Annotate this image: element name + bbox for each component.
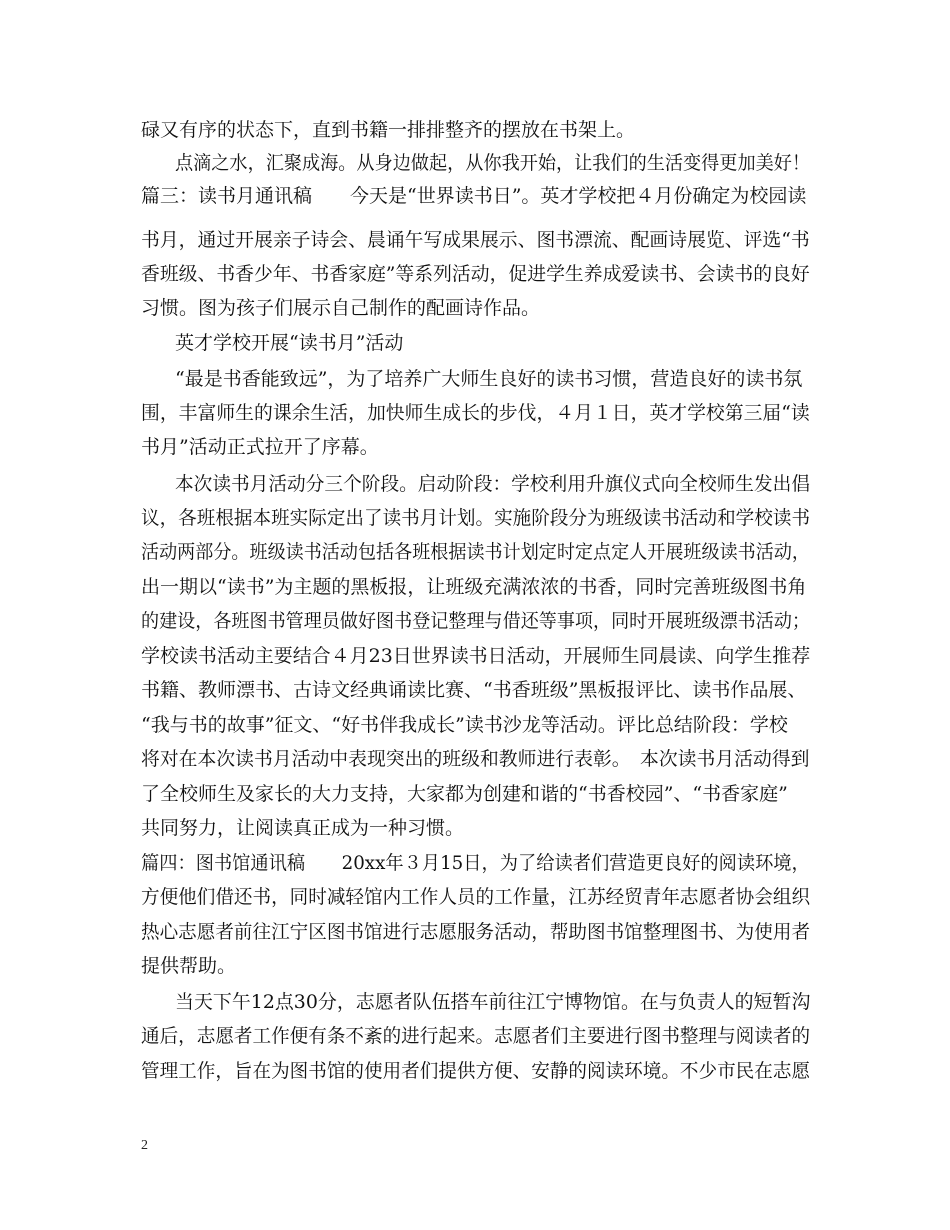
text-line: 热心志愿者前往江宁区图书馆进行志愿服务活动，帮助图书馆整理图书、为使用者 — [141, 921, 811, 943]
text-line: 围，丰富师生的课余生活，加快师生成长的步伐，４月１日，英才学校第三届“读 — [141, 402, 810, 424]
text-line: 共同努力，让阅读真正成为一种习惯。 — [141, 817, 465, 839]
text-line: 通后，志愿者工作便有条不紊的进行起来。志愿者们主要进行图书整理与阅读者的 — [141, 1025, 811, 1047]
text-line: 当天下午12点30分，志愿者队伍搭车前往江宁博物馆。在与负责人的短暂沟 — [175, 991, 811, 1013]
text-line: 碌又有序的状态下，直到书籍一排排整齐的摆放在书架上。 — [141, 119, 636, 141]
text-line: 篇三：读书月通讯稿 今天是“世界读书日”。英才学校把４月份确定为校园读 — [141, 185, 807, 207]
text-line: 提供帮助。 — [141, 955, 237, 977]
text-line: 香班级、书香少年、书香家庭”等系列活动，促进学生养成爱读书、会读书的良好 — [141, 263, 810, 285]
text-line: “我与书的故事”征文、“好书伴我成长”读书沙龙等活动。评比总结阶段：学校 — [141, 714, 788, 736]
text-line: 议，各班根据本班实际定出了读书月计划。实施阶段分为班级读书活动和学校读书 — [141, 507, 811, 529]
text-line: 学校读书活动主要结合４月23日世界读书日活动，开展师生同晨读、向学生推荐 — [141, 645, 811, 667]
text-line: 方便他们借还书，同时减轻馆内工作人员的工作量，江苏经贸青年志愿者协会组织 — [141, 886, 811, 908]
text-line: 篇四：图书馆通讯稿 20xx年３月15日，为了给读者们营造更良好的阅读环境， — [141, 852, 810, 874]
text-line: 的建设，各班图书管理员做好图书登记整理与借还等事项，同时开展班级漂书活动； — [141, 610, 810, 632]
text-line: “最是书香能致远”，为了培养广大师生良好的读书习惯，营造良好的读书氛 — [175, 368, 803, 390]
text-line: 管理工作，旨在为图书馆的使用者们提供方便、安静的阅读环境。不少市民在志愿 — [141, 1060, 811, 1082]
section-heading: 英才学校开展“读书月”活动 — [175, 332, 404, 354]
text-line: 点滴之水，汇聚成海。从身边做起，从你我开始，让我们的生活变得更加美好！ — [175, 152, 811, 174]
text-line: 习惯。图为孩子们展示自己制作的配画诗作品。 — [141, 297, 541, 319]
text-line: 活动两部分。班级读书活动包括各班根据读书计划定时定点定人开展班级读书活动， — [141, 541, 810, 563]
text-line: 书籍、教师漂书、古诗文经典诵读比赛、“书香班级”黑板报评比、读书作品展、 — [141, 679, 807, 701]
text-line: 本次读书月活动分三个阶段。启动阶段：学校利用升旗仪式向全校师生发出倡 — [175, 473, 811, 495]
page-number: 2 — [141, 1138, 148, 1153]
text-line: 出一期以“读书”为主题的黑板报，让班级充满浓浓的书香，同时完善班级图书角 — [141, 576, 807, 598]
text-line: 书月，通过开展亲子诗会、晨诵午写成果展示、图书漂流、配画诗展览、评选“书 — [141, 229, 810, 251]
text-line: 书月”活动正式拉开了序幕。 — [141, 436, 379, 458]
text-line: 了全校师生及家长的大力支持，大家都为创建和谐的“书香校园”、“书香家庭” — [141, 783, 788, 805]
text-line: 将对在本次读书月活动中表现突出的班级和教师进行表彰。 本次读书月活动得到 — [141, 748, 810, 770]
